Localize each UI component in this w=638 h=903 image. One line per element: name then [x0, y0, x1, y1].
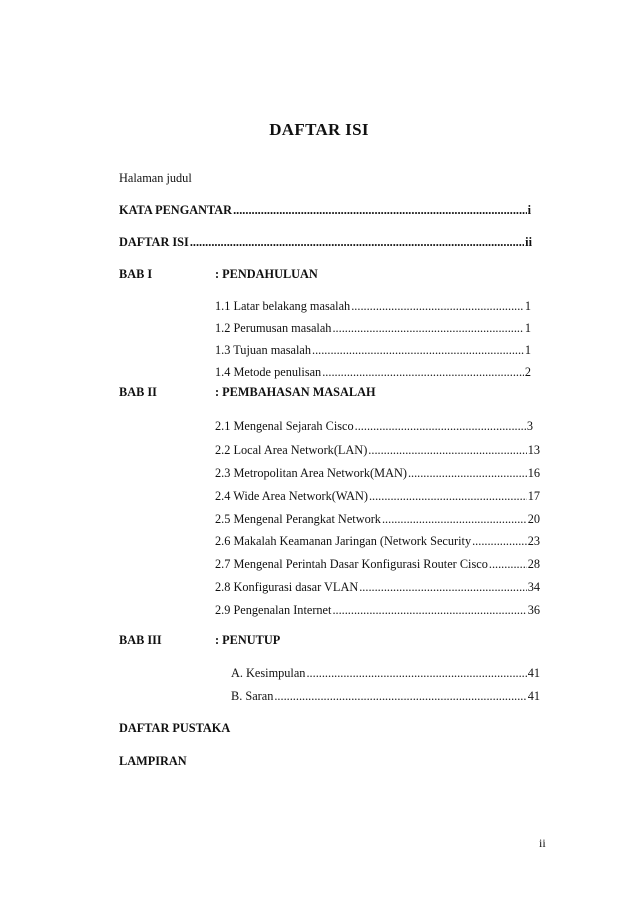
leader-dots	[408, 465, 527, 481]
toc-entry-text: 2.5 Mengenal Perangkat Network	[215, 512, 381, 526]
toc-entry-page: 28	[527, 557, 540, 571]
toc-entry-text: 2.8 Konfigurasi dasar VLAN	[215, 580, 359, 594]
toc-entry-page: 16	[527, 466, 540, 480]
toc-entry-text: B. Saran	[231, 689, 274, 703]
toc-entry-text: 2.1 Mengenal Sejarah Cisco	[215, 419, 354, 433]
bab3-label: BAB III	[119, 633, 162, 647]
toc-entry-daftar-isi	[119, 234, 532, 250]
toc-entry-page: 36	[527, 603, 540, 617]
toc-entry	[215, 298, 531, 314]
toc-entry	[215, 342, 531, 358]
toc-entry-text: A. Kesimpulan	[231, 666, 306, 680]
toc-entry	[215, 488, 540, 504]
toc-entry-text: 1.1 Latar belakang masalah	[215, 299, 351, 313]
leader-dots	[368, 442, 526, 458]
toc-entry-text: KATA PENGANTAR	[119, 203, 233, 217]
leader-dots	[359, 579, 526, 595]
toc-entry-page: 3	[526, 419, 533, 433]
toc-entry-text: 1.4 Metode penulisan	[215, 365, 322, 379]
toc-entry-text: 1.3 Tujuan masalah	[215, 343, 311, 357]
toc-entry-page: 17	[527, 489, 540, 503]
toc-entry-page: 41	[527, 666, 540, 680]
bab3-title: : PENUTUP	[215, 633, 281, 647]
toc-entry-text: 2.7 Mengenal Perintah Dasar Konfigurasi Router Cisco	[215, 557, 488, 571]
page-title: DAFTAR ISI	[269, 120, 369, 139]
leader-dots	[369, 488, 527, 504]
toc-entry	[215, 579, 540, 595]
toc-entry	[215, 602, 540, 618]
toc-entry-page: 13	[527, 443, 540, 457]
toc-entry	[215, 364, 531, 380]
leader-dots	[274, 688, 526, 704]
bab1-title: : PENDAHULUAN	[215, 267, 318, 281]
page-number: ii	[539, 836, 546, 850]
toc-entry-page: 41	[527, 689, 540, 703]
toc-entry	[215, 442, 540, 458]
bab2-title: : PEMBAHASAN MASALAH	[215, 385, 376, 399]
daftar-pustaka: DAFTAR PUSTAKA	[119, 721, 231, 735]
toc-entry-page: 1	[524, 343, 531, 357]
toc-entry-page: 1	[524, 299, 531, 313]
toc-entry-page: ii	[525, 235, 532, 249]
leader-dots	[190, 234, 524, 250]
leader-dots	[472, 533, 527, 549]
toc-entry	[215, 320, 531, 336]
toc-entry-text: 2.9 Pengenalan Internet	[215, 603, 332, 617]
leader-dots	[351, 298, 524, 314]
toc-entry-text: 2.3 Metropolitan Area Network(MAN)	[215, 466, 407, 480]
toc-entry	[215, 418, 533, 434]
toc-entry	[231, 688, 540, 704]
toc-entry-page: 20	[527, 512, 540, 526]
toc-entry-text: 1.2 Perumusan masalah	[215, 321, 332, 335]
leader-dots	[306, 665, 526, 681]
toc-entry-page: 1	[524, 321, 531, 335]
leader-dots	[233, 202, 527, 218]
leader-dots	[332, 320, 523, 336]
toc-entry-page: 2	[524, 365, 531, 379]
toc-entry-page: i	[527, 203, 531, 217]
toc-entry	[215, 533, 540, 549]
leader-dots	[312, 342, 524, 358]
toc-entry-text: 2.4 Wide Area Network(WAN)	[215, 489, 368, 503]
toc-entry	[215, 511, 540, 527]
toc-entry-page: 34	[527, 580, 540, 594]
toc-entry-text: 2.6 Makalah Keamanan Jaringan (Network Security	[215, 534, 472, 548]
toc-entry	[215, 556, 540, 572]
toc-entry-page: 23	[527, 534, 540, 548]
toc-entry-text: DAFTAR ISI	[119, 235, 189, 249]
lampiran: LAMPIRAN	[119, 754, 187, 768]
halaman-judul: Halaman judul	[119, 171, 192, 185]
leader-dots	[322, 364, 524, 380]
leader-dots	[489, 556, 527, 572]
leader-dots	[355, 418, 526, 434]
toc-entry-kata-pengantar	[119, 202, 531, 218]
leader-dots	[332, 602, 526, 618]
toc-entry-text: 2.2 Local Area Network(LAN)	[215, 443, 368, 457]
toc-entry	[215, 465, 540, 481]
bab1-label: BAB I	[119, 267, 153, 281]
bab2-label: BAB II	[119, 385, 157, 399]
toc-entry	[231, 665, 540, 681]
leader-dots	[382, 511, 527, 527]
